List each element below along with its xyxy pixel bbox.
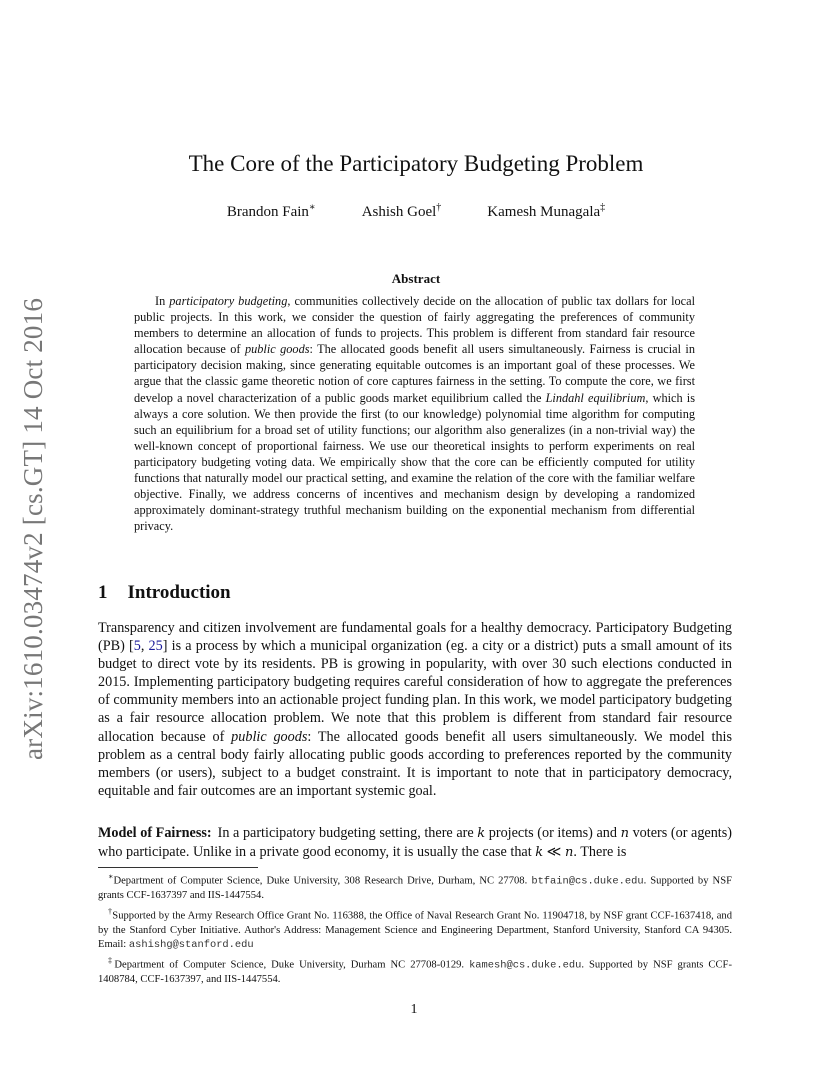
intro-text: Transparency and citizen involvement are fundamental goals for a healthy democracy. Participatory Budgeting (PB) [ bbox=[98, 620, 732, 655]
abstract-text: , which is always a core solution. We then provide the first (to our knowledge) polynomial time algorithm for computing such an equilibrium for a broad set of utility functions; our algorithm also generalizes (in a non-trivial way) the well-known concept of proportional fairness. We use our theoretical insights to perform experiments on real participatory budgeting voting data. We empirically show that the core can be efficiently computed for utility functions that naturally model our practical setting, and examine the relation of the core with the familiar welfare objective. Finally, we address concerns of incentives and mechanism design by developing a randomized approximately dominant-strategy truthful mechanism building on the exponential mechanism from differential privacy. bbox=[134, 390, 695, 534]
abstract-body bbox=[134, 293, 695, 534]
footnote-1 bbox=[98, 870, 732, 904]
author-footnote-mark: † bbox=[436, 202, 442, 213]
author-1 bbox=[227, 198, 316, 222]
intro-emphasis: public goods bbox=[231, 728, 308, 745]
email-link[interactable]: ashishg@stanford.edu bbox=[128, 939, 254, 952]
author-name: Ashish Goel bbox=[361, 204, 437, 220]
author-footnote-mark: ‡ bbox=[600, 202, 606, 213]
model-text: . There is bbox=[573, 844, 627, 861]
math-symbol: n bbox=[620, 826, 629, 841]
footnote-2 bbox=[98, 905, 732, 953]
abstract-emphasis: public goods bbox=[244, 342, 310, 357]
math-symbol: k bbox=[477, 826, 486, 841]
email-link[interactable]: btfain@cs.duke.edu bbox=[531, 875, 644, 888]
abstract-heading: Abstract bbox=[391, 271, 441, 286]
author-name: Brandon Fain bbox=[226, 204, 309, 220]
footnote-text: Supported by the Army Research Office Grant No. 116388, the Office of Naval Research Grant No. 11904718, by NSF grant CCF-1637418, and by the Stanford Cyber Initiative. Author's Address: Management Science and Engineering Department, Stanford University, Stanford CA 94305. Email: bbox=[98, 910, 733, 951]
footnote-text: Department of Computer Science, Duke University, 308 Research Drive, Durham, NC 27708. bbox=[113, 875, 532, 887]
author-3 bbox=[487, 198, 605, 222]
abstract-text: , communities collectively decide on the allocation of public tax dollars for local public projects. In this work, we consider the question of fairly aggregating the preferences of community members to determine an allocation of funds to projects. This problem is different from standard fair resource allocation because of bbox=[134, 294, 696, 357]
page-number: 1 bbox=[410, 1002, 418, 1017]
footnote-text: . Supported by NSF grants CCF-1637397 and IIS-1447554. bbox=[98, 875, 732, 902]
author-list bbox=[98, 198, 734, 222]
section-title: Introduction bbox=[127, 582, 231, 603]
footnote-text: . Supported by NSF grants CCF-1408784, CCF-1637397, and IIS-1447554. bbox=[98, 959, 732, 985]
footnote-mark: ‡ bbox=[108, 955, 115, 965]
email-link[interactable]: kamesh@cs.duke.edu bbox=[469, 959, 582, 972]
intro-text: : The allocated goods benefit all users simultaneously. We model this problem as a central body fairly allocating public goods according to preferences reported by the community members (or users), subject to a budget constraint. It is important to note that in participatory democracy, equitable and fair outcomes are an important systemic goal. bbox=[98, 728, 733, 799]
abstract-emphasis: participatory budgeting bbox=[169, 294, 288, 308]
section-number: 1 bbox=[98, 582, 108, 603]
section-heading bbox=[98, 581, 231, 605]
math-symbol: k bbox=[535, 845, 544, 861]
model-text: projects (or items) and bbox=[485, 825, 621, 841]
author-2 bbox=[362, 198, 442, 222]
footnotes bbox=[98, 870, 732, 988]
abstract-text: : The allocated goods benefit all users simultaneously. Fairness is crucial in participatory decision making, since generating equitable outcomes is an important goal of these processes. We argue that the classic game theoretic notion of core captures fairness in the setting. To compute the core, we first develop a novel characterization of a public goods market equilibrium called the bbox=[134, 342, 695, 405]
footnote-mark: † bbox=[108, 906, 113, 916]
math-symbol: n bbox=[565, 845, 574, 861]
footnote-mark: ∗ bbox=[108, 872, 114, 881]
intro-text: ] is a process by which a municipal organization (eg. a city or a district) puts a small amount of its budget to direct vote by its residents. PB is growing in popularity, with over 30 such elections conducted in 2015. Implementing participatory budgeting requires careful consideration of how to aggregate the preferences of community members into an actionable project funding plan. In this work, we model participatory budgeting as a fair resource allocation problem. We note that this problem is different from standard fair resource allocation because of bbox=[98, 638, 732, 745]
math-operator: ≪ bbox=[543, 844, 566, 861]
model-text: voters (or agents) who participate. Unlike in a private good economy, it is usually the case that bbox=[98, 825, 732, 861]
footnote-3 bbox=[98, 954, 732, 988]
citation-link[interactable]: 5 bbox=[133, 638, 141, 655]
intro-text: , bbox=[140, 638, 149, 655]
paragraph-label: Model of Fairness: bbox=[98, 825, 212, 841]
paper-title: The Core of the Participatory Budgeting Problem bbox=[188, 151, 644, 176]
footnote-text: Department of Computer Science, Duke University, Durham NC 27708-0129. bbox=[114, 959, 470, 971]
model-of-fairness-paragraph bbox=[98, 824, 732, 862]
author-name: Kamesh Munagala bbox=[487, 204, 601, 220]
footnote-divider bbox=[98, 867, 258, 868]
citation-link[interactable]: 25 bbox=[148, 638, 163, 655]
introduction-paragraph bbox=[98, 619, 732, 800]
abstract-emphasis: Lindahl equilibrium bbox=[545, 390, 646, 405]
model-text: In a participatory budgeting setting, there are bbox=[217, 825, 478, 841]
arxiv-identifier-stamp: arXiv:1610.03474v2 [cs.GT] 14 Oct 2016 bbox=[18, 297, 48, 760]
author-footnote-mark: ∗ bbox=[308, 202, 316, 213]
abstract-text: In bbox=[155, 294, 170, 308]
